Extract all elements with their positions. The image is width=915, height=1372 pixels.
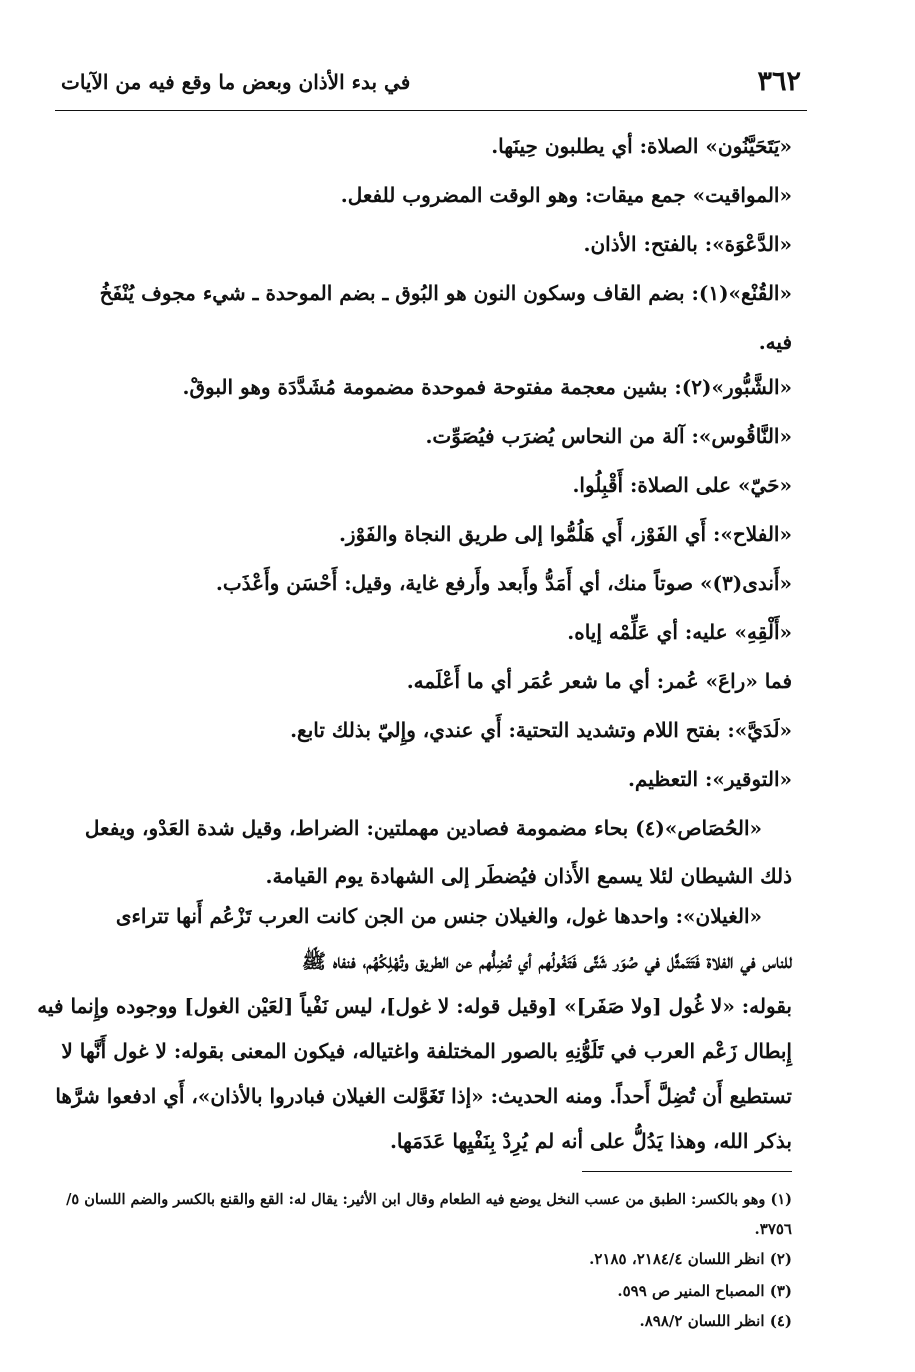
entry-hayya: «حَيّ» على الصلاة: أَقْبِلُوا. xyxy=(572,473,792,497)
paragraph-line: ذلك الشيطان لئلا يسمع الأَذان فيُضطَر إلى الشهادة يوم القيامة. xyxy=(265,864,792,888)
entry-ladayya: «لَدَيَّ»: بفتح اللام وتشديد التحتية: أَي عندي، وإِليّ بذلك تابع. xyxy=(290,718,792,742)
footnote-3: (٣) المصباح المنير ص ٥٩٩. xyxy=(617,1282,792,1300)
entry-qun-continued: فيه. xyxy=(758,330,792,354)
entry-dawa: «الدَّعْوَة»: بالفتح: الأذان. xyxy=(583,232,792,256)
paragraph-line: إِبطال زَعْم العرب في تَلَوُّنِهِ بالصور المختلفة واغتياله، فيكون المعنى بقوله: لا غول أَنَّها لا xyxy=(61,1039,792,1063)
paragraph-line: «الحُصَاص»(٤) بحاء مضمومة فصادين مهملتين: الضراط، وقيل شدة العَدْو، ويفعل xyxy=(84,816,762,840)
footnote-4: (٤) انظر اللسان ٨٩٨/٢. xyxy=(639,1312,792,1330)
footnote-1: (١) وهو بالكسر: الطبق من عسب النخل يوضع فيه الطعام وقال ابن الأثير: يقال له: القع والقنع بالكسر والضم اللسان ٥/ xyxy=(66,1191,792,1208)
paragraph-ghilan xyxy=(37,894,792,1164)
footnote-1-continued: ٣٧٥٦. xyxy=(754,1220,792,1238)
page-header xyxy=(55,58,807,111)
entry-anda: «أَندى(٣)» صوتاً منك، أي أَمَدُّ وأَبعد وأَرفع غاية، وقيل: أَحْسَن وأَعْذَب. xyxy=(215,571,792,595)
paragraph-line: بقوله: «لا غُول [ولا صَفَر]» [وقيل قوله: لا غول]، ليس نَفْياً [لعَيْن الغول] ووجوده وإِنما فيه xyxy=(37,994,792,1018)
entry-naqus: «النَّاقُوس»: آلة من النحاس يُضرَب فيُصَوِّت. xyxy=(425,424,792,448)
footnote-2: (٢) انظر اللسان ٢١٨٤/٤، ٢١٨٥. xyxy=(589,1250,792,1268)
entry-tawqir: «التوقير»: التعظيم. xyxy=(627,767,792,791)
running-head: في بدء الأذان وبعض ما وقع فيه من الآيات xyxy=(61,70,411,94)
footnote-separator xyxy=(582,1171,792,1172)
page-number: ٣٦٢ xyxy=(757,66,801,97)
entry-falah: «الفلاح»: أَي الفَوْز، أَي هَلُمُّوا إلى طريق النجاة والفَوْز. xyxy=(338,522,792,546)
entry-shabbur: «الشَّبُّور»(٢): بشين معجمة مفتوحة فموحدة مضمومة مُشَدَّدَة وهو البوقْ. xyxy=(182,375,792,399)
paragraph-line: بذكر الله، وهذا يَدُلُّ على أنه لم يُرِدْ بِنَفْيِها عَدَمَها. xyxy=(389,1129,792,1153)
entry-yatahayyanun: «يَتَحَيَّنُون» الصلاة: أي يطلبون حِينَها. xyxy=(491,134,792,158)
entry-mawaqit: «المواقيت» جمع ميقات: وهو الوقت المضروب للفعل. xyxy=(340,183,792,207)
paragraph-hasas xyxy=(52,804,792,900)
paragraph-line: تستطيع أَن تُضِلَّ أَحداً. ومنه الحديث: «إذا تَغَوَّلت الغيلان فبادروا بالأذان»، أَي ادفعوا شرَّها xyxy=(55,1084,792,1108)
entry-alqih: «أَلْقِهِ» عليه: أي عَلِّمْه إياه. xyxy=(567,620,792,644)
entry-raa: فما «راعَ» عُمر: أي ما شعر عُمَر أي ما أَعْلَمه. xyxy=(406,669,792,693)
paragraph-line: «الغيلان»: واحدها غول، والغيلان جنس من الجن كانت العرب تَزْعُم أَنها تتراءى xyxy=(115,904,762,928)
entry-qun: «القُنْع»(١): بضم القاف وسكون النون هو البُوق ـ بضم الموحدة ـ شيء مجوف يُنْفَخُ xyxy=(99,281,792,305)
paragraph-line: للناس في الفلاة فَتَتَمثَّل في صُوَر شَتَّى فَتَغُولُهم أي تُضِلُّهم عن الطريق وتُهْلِكُهُم، فنفاه ﷺ xyxy=(301,949,792,973)
